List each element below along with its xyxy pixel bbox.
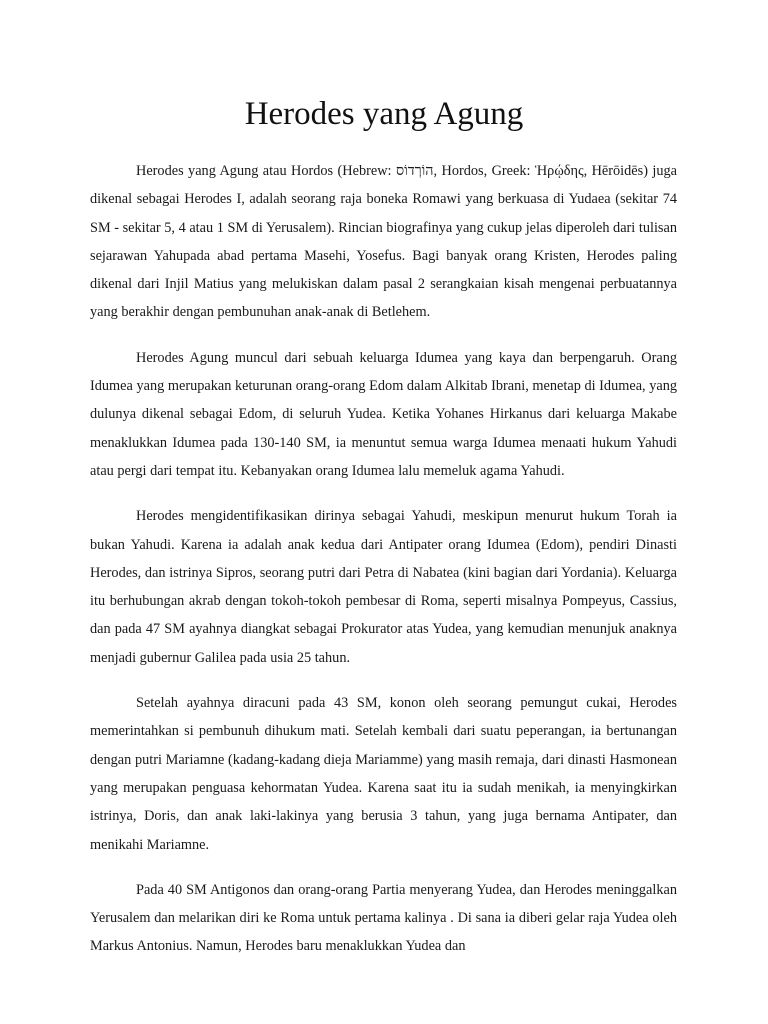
page-title: Herodes yang Agung: [244, 96, 524, 132]
paragraph-4: Setelah ayahnya diracuni pada 43 SM, konon oleh seorang pemungut cukai, Herodes memerintahkan si pembunuh dihukum mati. Setelah kembali dari suatu peperangan, ia bertunangan dengan putri Mariamne (kadang-kadang dieja Mariamme) yang masih remaja, dari dinasti Hasmonean yang merupakan penguasa kehormatan Yudea. Karena saat itu ia sudah menikah, ia menyingkirkan istrinya, Doris, dan anak laki-lakinya yang berusia 3 tahun, yang juga bernama Antipater, dan menikahi Mariamne.: [90, 695, 677, 853]
paragraph-5: Pada 40 SM Antigonos dan orang-orang Partia menyerang Yudea, dan Herodes meninggalkan Yerusalem dan melarikan diri ke Roma untuk pertama kalinya . Di sana ia diberi gelar raja Yudea oleh Markus Antonius. Namun, Herodes baru menaklukkan Yudea dan: [90, 881, 677, 955]
paragraph-3: Herodes mengidentifikasikan dirinya sebagai Yahudi, meskipun menurut hukum Torah ia bukan Yahudi. Karena ia adalah anak kedua dari Antipater orang Idumea (Edom), pendiri Dinasti Herodes, dan istrinya Sipros, seorang putri dari Petra di Nabatea (kini bagian dari Yordania). Keluarga itu berhubungan akrab dengan tokoh-tokoh pembesar di Roma, seperti misalnya Pompeyus, Cassius, dan pada 47 SM ayahnya diangkat sebagai Prokurator atas Yudea, yang kemudian menunjuk anaknya menjadi gubernur Galilea pada usia 25 tahun.: [90, 508, 677, 666]
document-body: [90, 157, 677, 1017]
paragraph-2: Herodes Agung muncul dari sebuah keluarga Idumea yang kaya dan berpengaruh. Orang Idumea yang merupakan keturunan orang-orang Edom dalam Alkitab Ibrani, menetap di Idumea, yang dulunya dikenal sebagai Edom, di seluruh Yudea. Ketika Yohanes Hirkanus dari keluarga Makabe menaklukkan Idumea pada 130-140 SM, ia menuntut semua warga Idumea menaati hukum Yahudi atau pergi dari tempat itu. Kebanyakan orang Idumea lalu memeluk agama Yahudi.: [90, 349, 677, 479]
paragraph-1: Herodes yang Agung atau Hordos (Hebrew: הוֹרְדוֹס, Hordos, Greek: Ἡρῴδης, Hērōidēs) juga dikenal sebagai Herodes I, adalah seorang raja boneka Romawi yang berkuasa di Yudaea (sekitar 74 SM - sekitar 5, 4 atau 1 SM di Yerusalem). Rincian biografinya yang cukup jelas diperoleh dari tulisan sejarawan Yahupada abad pertama Masehi, Yosefus. Bagi banyak orang Kristen, Herodes paling dikenal dari Injil Matius yang melukiskan dalam pasal 2 serangkaian kisah mengenai perbuatannya yang berakhir dengan pembunuhan anak-anak di Betlehem.: [90, 163, 677, 321]
